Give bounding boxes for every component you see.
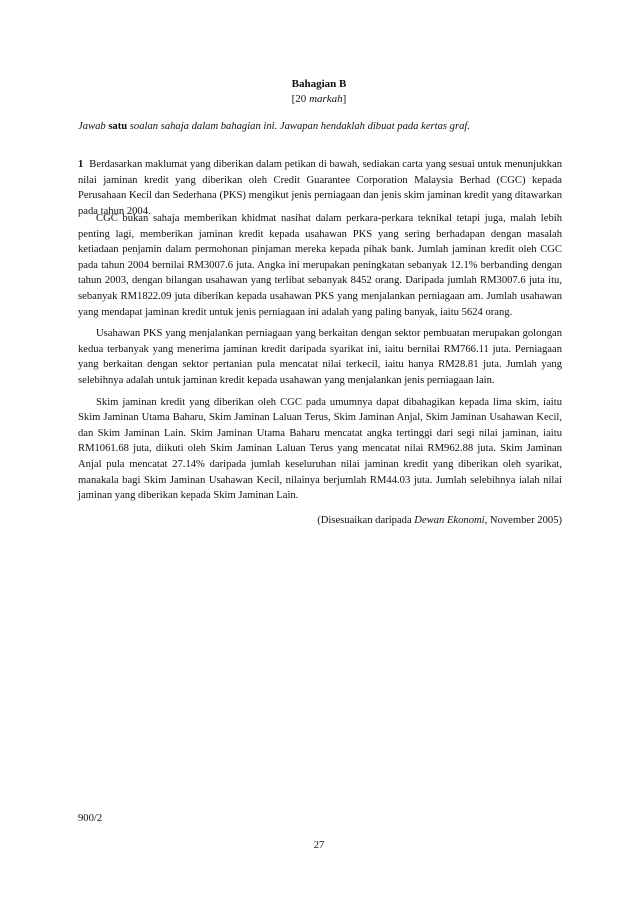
section-title: Bahagian B [291, 78, 347, 90]
question-text: Berdasarkan maklumat yang diberikan dalam petikan di bawah, sediakan carta yang sesuai untuk menunjukkan nilai jaminan kredit yang diberikan oleh Credit Guarantee Corporation Malaysia Berhad (CGC) kepada Perusahaan Kecil dan Sederhana (PKS) mengikut jenis perniagaan dan jenis skim jaminan kredit yang ditawarkan pada tahun 2004. [78, 159, 562, 217]
instruction-suffix: soalan sahaja dalam bahagian ini. Jawapan hendaklah dibuat pada kertas graf. [127, 121, 470, 132]
passage-paragraph-1: CGC bukan sahaja memberikan khidmat nasihat dalam perkara-perkara teknikal tetapi juga, malah lebih penting lagi, memberikan jaminan kredit kepada usahawan PKS yang sering berhadapan dengan masalah ketiadaan penjamin dalam permohonan pinjaman mereka kepada pihak bank. Jumlah jaminan kredit oleh CGC pada tahun 2004 bernilai RM3007.6 juta. Angka ini merupakan peningkatan sebanyak 12.1% berbanding dengan tahun 2003, dengan bilangan usahawan yang terlibat sebanyak 8452 orang. Daripada jumlah RM3007.6 juta itu, sebanyak RM1822.09 juta diberikan kepada usahawan PKS yang menjalankan perniagaan am. Jumlah usahawan yang mendapat jaminan kredit untuk jenis perniagaan ini adalah yang paling banyak, iaitu 5624 orang. [78, 213, 562, 318]
passage-paragraph-3: Skim jaminan kredit yang diberikan oleh CGC pada umumnya dapat dibahagikan kepada lima skim, iaitu Skim Jaminan Utama Baharu, Skim Jaminan Laluan Terus, Skim Jaminan Anjal, Skim Jaminan Usahawan Kecil, dan Skim Jaminan Lain. Skim Jaminan Utama Baharu mencatat angka tertinggi dari segi nilai jaminan, iaitu RM1061.68 juta, diikuti oleh Skim Jaminan Laluan Terus yang mencatat nilai RM962.88 juta. Skim Jaminan Anjal pula mencatat 27.14% daripada jumlah keseluruhan nilai jaminan kredit yang diberikan oleh syarikat, manakala bagi Skim Jaminan Usahawan Kecil, nilainya berjumlah RM44.03 juta. Jumlah selebihnya ialah nilai jaminan yang diberikan kepada Skim Jaminan Lain. [78, 396, 562, 502]
passage [78, 211, 562, 510]
paper-code: 900/2 [78, 813, 103, 824]
instruction-prefix: Jawab [78, 121, 109, 132]
section-marks [0, 92, 638, 108]
source-citation [78, 513, 562, 529]
instruction [78, 119, 562, 135]
source-suffix: , November 2005) [484, 515, 562, 526]
source-prefix: (Disesuaikan daripada [317, 515, 415, 526]
marks-open: [20 [291, 93, 310, 105]
source-publication: Dewan Ekonomi [414, 515, 485, 526]
question-number: 1 [78, 159, 84, 170]
page-number: 27 [313, 840, 325, 851]
instruction-bold: satu [108, 121, 128, 132]
passage-paragraph-2: Usahawan PKS yang menjalankan perniagaan yang berkaitan dengan sektor pembuatan merupakan golongan kedua terbanyak yang menerima jaminan kredit daripada syarikat ini, iaitu bernilai RM766.11 juta. Perniagaan yang berkaitan dengan sektor pertanian pula mencatat nilai terkecil, iaitu hanya RM28.81 juta. Jumlah yang selebihnya adalah untuk jaminan kredit kepada usahawan yang menjalankan jenis perniagaan lain. [78, 328, 562, 386]
marks-close: ] [342, 93, 347, 105]
marks-word: markah [309, 93, 343, 105]
